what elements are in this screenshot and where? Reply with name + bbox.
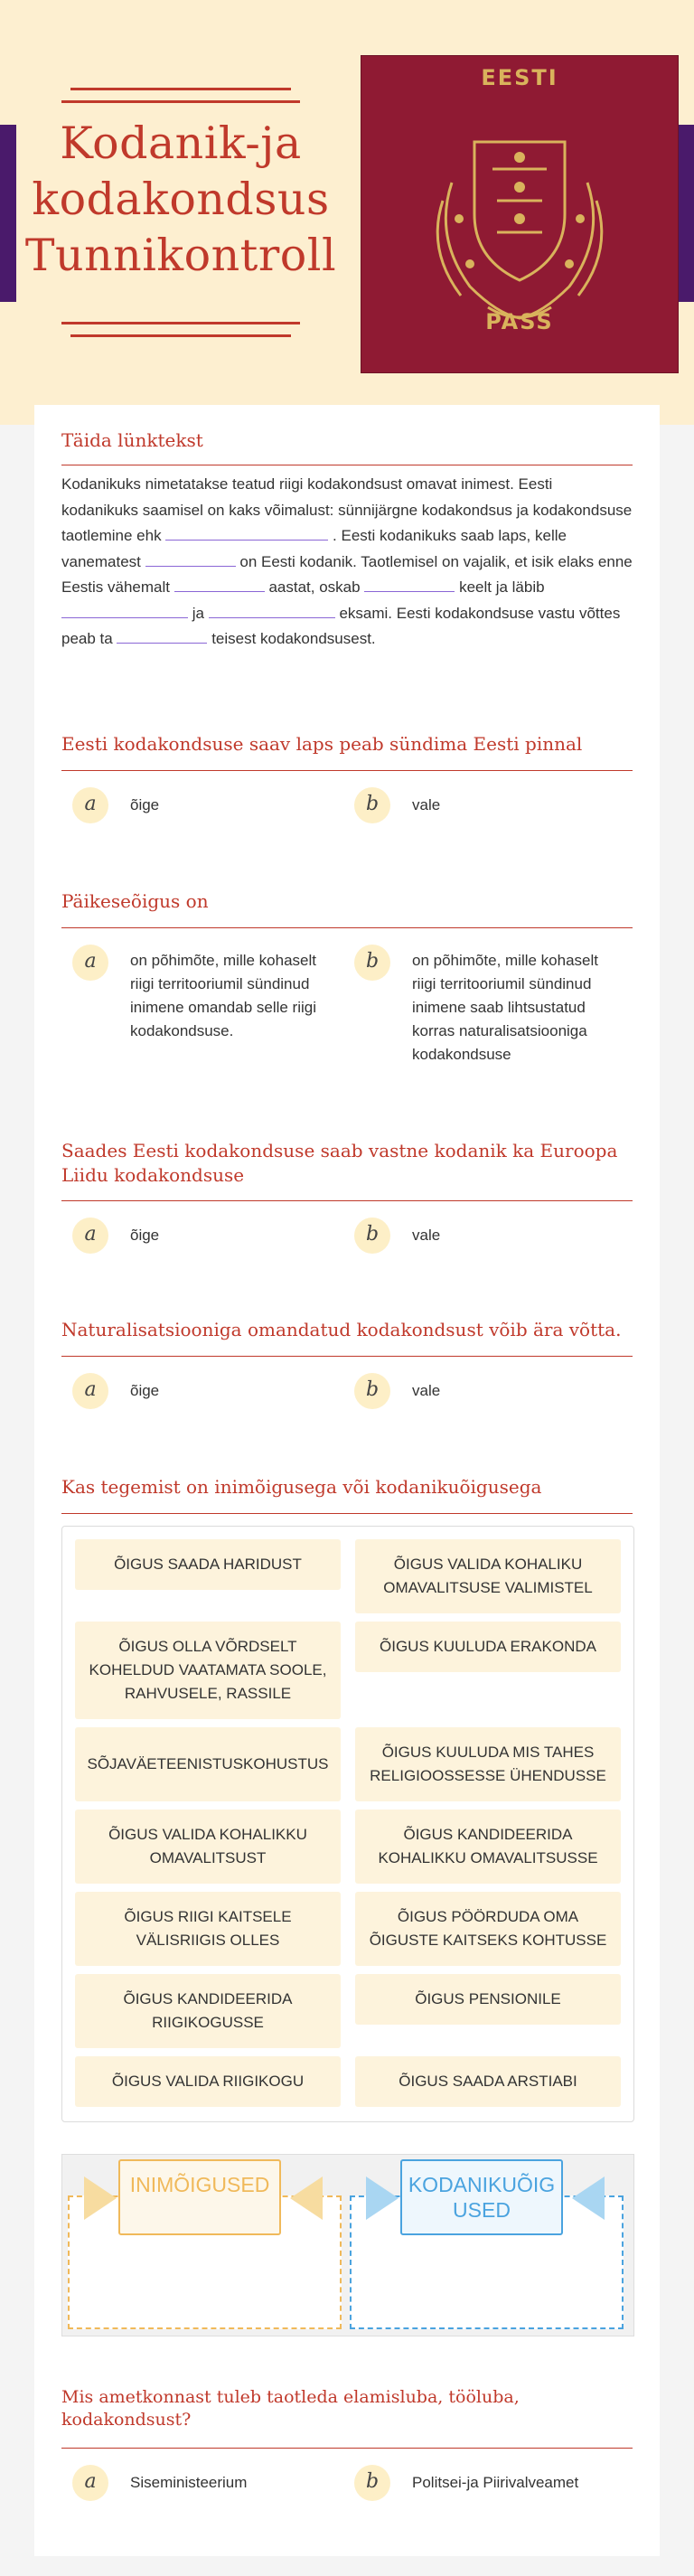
title-rule-bottom-1 bbox=[61, 322, 300, 324]
drag-item[interactable]: ÕIGUS SAADA ARSTIABI bbox=[355, 2056, 621, 2107]
purple-stripe-left bbox=[0, 125, 16, 302]
ribbon-tail-left bbox=[84, 2176, 117, 2220]
question-4-title: Naturalisatsiooniga omandatud kodakondsust võib ära võtta. bbox=[61, 1319, 622, 1340]
drag-item[interactable]: ÕIGUS PENSIONILE bbox=[355, 1974, 621, 2025]
q6-option-a-marker[interactable]: a bbox=[72, 2465, 108, 2501]
question-1-title: Eesti kodakondsuse saav laps peab sündima Eesti pinnal bbox=[61, 733, 583, 755]
drag-item[interactable]: ÕIGUS VALIDA KOHALIKKU OMAVALITSUST bbox=[75, 1810, 341, 1884]
drop-zones-area bbox=[61, 2154, 634, 2336]
ribbon-tail-left bbox=[290, 2176, 323, 2220]
passport-top-text: EESTI bbox=[481, 65, 558, 90]
q6-option-a-text[interactable]: Siseministeerium bbox=[130, 2474, 248, 2491]
q1-option-a-text[interactable]: õige bbox=[130, 796, 160, 813]
ribbon-tail-right bbox=[366, 2176, 399, 2220]
fill-in-text: Kodanikuks nimetatakse teatud riigi kodakondsust omavat inimest. Eesti kodanikuks saamisel on kaks võimalust: sünnijärgne kodakondsus ja kodakondsuse taotlemine ehk . Eesti kodanikuks saab laps, kelle vanematest on Eesti kodanik. Taotlemisel on vajalik, et isik elaks enne Eestis vähemalt aastat, oskab keelt ja läbib ja eksami. Eesti kodakondsuse vastu võttes peab ta teisest kodakondsusest. bbox=[61, 475, 633, 647]
question-6-rule bbox=[61, 2448, 633, 2449]
q4-option-b-text[interactable]: vale bbox=[412, 1382, 441, 1399]
purple-stripe-right bbox=[678, 125, 694, 302]
question-5-title: Kas tegemist on inimõigusega või kodanikuõigusega bbox=[61, 1476, 542, 1498]
question-3-title: Saades Eesti kodakondsuse saab vastne kodanik ka Euroopa Liidu kodakondsuse bbox=[61, 1140, 618, 1186]
question-6-title: Mis ametkonnast tuleb taotleda elamisluba, tööluba, kodakondsust? bbox=[61, 2387, 520, 2430]
question-4-rule bbox=[61, 1356, 633, 1357]
q2-option-a-marker[interactable]: a bbox=[72, 945, 108, 981]
q1-option-a-marker[interactable]: a bbox=[72, 787, 108, 823]
blank-input-1[interactable] bbox=[165, 523, 328, 541]
passport-image bbox=[361, 56, 678, 372]
drag-item[interactable]: ÕIGUS KANDIDEERIDA KOHALIKKU OMAVALITSUSSE bbox=[355, 1810, 621, 1884]
drag-item[interactable]: ÕIGUS PÖÖRDUDA OMA ÕIGUSTE KAITSEKS KOHTUSSE bbox=[355, 1892, 621, 1966]
q3-option-b-marker[interactable]: b bbox=[354, 1217, 390, 1254]
question-1-rule bbox=[61, 770, 633, 771]
q1-option-b-marker[interactable]: b bbox=[354, 787, 390, 823]
blank-input-7[interactable] bbox=[117, 626, 207, 644]
drag-item[interactable]: ÕIGUS KUULUDA ERAKONDA bbox=[355, 1622, 621, 1672]
q6-option-b-text[interactable]: Politsei-ja Piirivalveamet bbox=[412, 2474, 579, 2491]
title-rule-top-1 bbox=[70, 88, 291, 90]
page-title: Kodanik-ja kodakondsus Tunnikontroll bbox=[24, 118, 337, 281]
blank-input-2[interactable] bbox=[145, 550, 236, 567]
q3-option-a-marker[interactable]: a bbox=[72, 1217, 108, 1254]
blank-input-4[interactable] bbox=[364, 575, 455, 592]
drag-item[interactable]: ÕIGUS KUULUDA MIS TAHES RELIGIOOSSESSE ÜHENDUSSE bbox=[355, 1727, 621, 1801]
drag-item[interactable]: ÕIGUS SAADA HARIDUST bbox=[75, 1539, 341, 1590]
drag-item[interactable]: ÕIGUS KANDIDEERIDA RIIGIKOGUSSE bbox=[75, 1974, 341, 2048]
drag-item[interactable]: ÕIGUS OLLA VÕRDSELT KOHELDUD VAATAMATA SOOLE, RAHVUSELE, RASSILE bbox=[75, 1622, 341, 1719]
fill-in-title: Täida lünktekst bbox=[61, 429, 203, 451]
question-5-rule bbox=[61, 1513, 633, 1514]
drag-item[interactable]: SÕJAVÄETEENISTUSKOHUSTUS bbox=[75, 1727, 341, 1801]
q2-option-b-marker[interactable]: b bbox=[354, 945, 390, 981]
q3-option-b-text[interactable]: vale bbox=[412, 1227, 441, 1244]
q4-option-b-marker[interactable]: b bbox=[354, 1373, 390, 1409]
q6-option-b-marker[interactable]: b bbox=[354, 2465, 390, 2501]
blank-input-5[interactable] bbox=[61, 601, 188, 618]
blank-input-3[interactable] bbox=[174, 575, 265, 592]
q4-option-a-marker[interactable]: a bbox=[72, 1373, 108, 1409]
q2-option-a-text[interactable]: on põhimõte, mille kohaselt riigi territooriumil sündinud inimene omandab selle riigi kodakondsuse. bbox=[130, 952, 317, 1039]
title-rule-top-2 bbox=[61, 100, 300, 103]
drag-item[interactable]: ÕIGUS VALIDA KOHALIKU OMAVALITSUSE VALIMISTEL bbox=[355, 1539, 621, 1613]
drag-item[interactable]: ÕIGUS RIIGI KAITSELE VÄLISRIIGIS OLLES bbox=[75, 1892, 341, 1966]
title-rule-bottom-2 bbox=[70, 334, 291, 337]
passport-bottom-text: PASS bbox=[485, 309, 554, 334]
question-3-rule bbox=[61, 1200, 633, 1201]
worksheet-card bbox=[34, 405, 660, 2556]
q4-option-a-text[interactable]: õige bbox=[130, 1382, 160, 1399]
drag-items-container bbox=[61, 1526, 634, 2122]
drag-item[interactable]: ÕIGUS VALIDA RIIGIKOGU bbox=[75, 2056, 341, 2107]
blank-input-6[interactable] bbox=[209, 601, 335, 618]
q3-option-a-text[interactable]: õige bbox=[130, 1227, 160, 1244]
q1-option-b-text[interactable]: vale bbox=[412, 796, 441, 813]
q2-option-b-text[interactable]: on põhimõte, mille kohaselt riigi territooriumil sündinud inimene saab lihtsustatud korras naturalisatsiooniga kodakondsuse bbox=[412, 952, 599, 1063]
question-2-rule bbox=[61, 927, 633, 928]
question-2-title: Päikeseõigus on bbox=[61, 890, 209, 912]
zone-label-human-rights: INIMÕIGUSED bbox=[118, 2159, 281, 2235]
hero-banner bbox=[0, 0, 694, 425]
zone-label-citizen-rights: KODANIKUÕIGUSED bbox=[400, 2159, 563, 2235]
ribbon-tail-right bbox=[572, 2176, 605, 2220]
